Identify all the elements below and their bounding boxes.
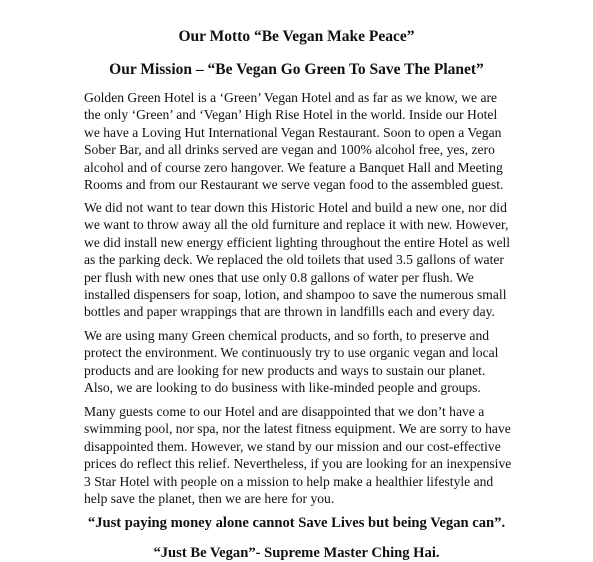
text-line: Golden Green Hotel is a ‘Green’ Vegan Hotel and as far as we know, we are bbox=[84, 90, 498, 105]
text-line: as the parking deck. We replaced the old toilets that used 3.5 gallons of water bbox=[84, 252, 504, 268]
text-line: installed dispensers for soap, lotion, and shampoo to save the numerous small bbox=[84, 287, 507, 303]
text-line: we have a Loving Hut International Vegan Restaurant. Soon to open a Vegan bbox=[84, 124, 502, 140]
paragraph-guests bbox=[84, 403, 524, 507]
paragraph-hotel-intro bbox=[84, 89, 524, 193]
text-line: prices do reflect this relief. Nevertheless, if you are looking for an inexpensive bbox=[84, 456, 512, 472]
quote-attribution: “Just Be Vegan”- Supreme Master Ching Hai. bbox=[153, 545, 440, 561]
text-line: products and are looking for new products and ways to sustain our planet. bbox=[84, 362, 486, 378]
text-line: bottles and paper wrappings that are thrown in landfills each and every day. bbox=[84, 304, 495, 320]
text-line: 3 Star Hotel with people on a mission to help make a healthier lifestyle and bbox=[84, 473, 494, 489]
text-line: Sober Bar, and all drinks served are vegan and 100% alcohol free, yes, zero bbox=[84, 142, 495, 158]
text-line: We did not want to tear down this Historic Hotel and build a new one, nor did bbox=[84, 200, 507, 215]
text-line: Also, we are looking to do business with like-minded people and groups. bbox=[84, 380, 481, 396]
text-line: protect the environment. We continuously try to use organic vegan and local bbox=[84, 345, 499, 361]
text-line: Rooms and from our Restaurant we serve vegan food to the assembled guest. bbox=[84, 177, 504, 193]
closing-quote: “Just paying money alone cannot Save Lives but being Vegan can”. bbox=[87, 515, 506, 531]
paragraph-renovation bbox=[84, 199, 524, 321]
text-line: we want to throw away all the old furniture and replace it with new. However, bbox=[84, 217, 509, 233]
text-line: the only ‘Green’ and ‘Vegan’ High Rise Hotel in the world. Inside our Hotel bbox=[84, 107, 498, 123]
text-line: per flush with new ones that use only 0.8 gallons of water per flush. We bbox=[84, 269, 474, 285]
paragraph-green-products bbox=[84, 327, 524, 397]
text-line: swimming pool, nor spa, nor the latest fitness equipment. We are sorry to have bbox=[84, 421, 511, 437]
motto-heading: Our Motto “Be Vegan Make Peace” bbox=[178, 28, 415, 45]
text-line: help save the planet, then we are here for you. bbox=[84, 491, 335, 507]
text-line: Many guests come to our Hotel and are disappointed that we don’t have a bbox=[84, 404, 485, 419]
text-line: alcohol and of course zero hangover. We feature a Banquet Hall and Meeting bbox=[84, 159, 503, 175]
mission-heading: Our Mission – “Be Vegan Go Green To Save The Planet” bbox=[109, 61, 484, 78]
text-line: we did install new energy efficient lighting throughout the entire Hotel as well bbox=[84, 234, 511, 250]
text-line: disappointed them. However, we stand by our mission and our cost-effective bbox=[84, 438, 501, 454]
text-line: We are using many Green chemical products, and so forth, to preserve and bbox=[84, 328, 490, 343]
